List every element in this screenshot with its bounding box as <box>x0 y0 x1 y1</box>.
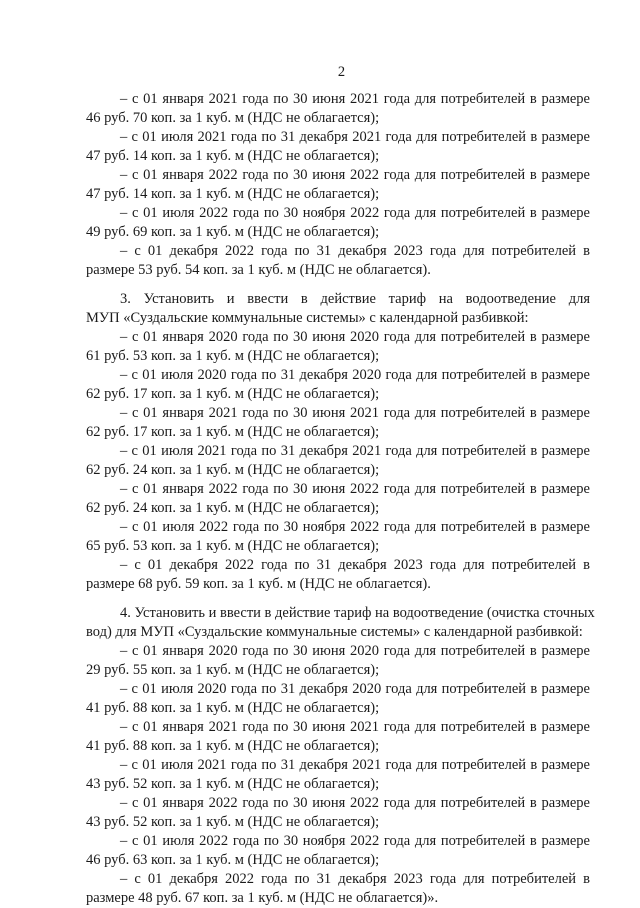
text-line: 61 руб. 53 коп. за 1 куб. м (НДС не облагается); <box>86 348 380 364</box>
text-line-indented: – с 01 января 2020 года по 30 июня 2020 года для потребителей в размере <box>120 329 590 345</box>
text-line-indented: 3. Установить и ввести в действие тариф на водоотведение для <box>120 291 590 307</box>
text-line: вод) для МУП «Суздальские коммунальные системы» с календарной разбивкой: <box>86 624 583 640</box>
text-line: 62 руб. 24 коп. за 1 куб. м (НДС не облагается); <box>86 462 380 478</box>
text-line-indented: – с 01 января 2020 года по 30 июня 2020 года для потребителей в размере <box>120 643 590 659</box>
text-line: 47 руб. 14 коп. за 1 куб. м (НДС не облагается); <box>86 148 380 164</box>
text-line-indented: – с 01 июля 2021 года по 31 декабря 2021 года для потребителей в размере <box>120 757 590 773</box>
text-line-indented: – с 01 января 2022 года по 30 июня 2022 года для потребителей в размере <box>120 167 590 183</box>
text-line: МУП «Суздальские коммунальные системы» с календарной разбивкой: <box>86 310 529 326</box>
text-line: 49 руб. 69 коп. за 1 куб. м (НДС не облагается); <box>86 224 380 240</box>
text-line-indented: – с 01 января 2022 года по 30 июня 2022 года для потребителей в размере <box>120 481 590 497</box>
text-line-indented: – с 01 июля 2021 года по 31 декабря 2021 года для потребителей в размере <box>120 129 590 145</box>
paragraph-gap <box>86 280 590 290</box>
text-line: 46 руб. 63 коп. за 1 куб. м (НДС не облагается); <box>86 852 380 868</box>
text-line: 29 руб. 55 коп. за 1 куб. м (НДС не облагается); <box>86 662 380 678</box>
text-line: 41 руб. 88 коп. за 1 куб. м (НДС не облагается); <box>86 700 380 716</box>
text-line-indented: 4. Установить и ввести в действие тариф на водоотведение (очистка сточных <box>120 605 595 621</box>
text-line: 62 руб. 24 коп. за 1 куб. м (НДС не облагается); <box>86 500 380 516</box>
text-line-indented: – с 01 июля 2020 года по 31 декабря 2020 года для потребителей в размере <box>120 681 590 697</box>
text-line-indented: – с 01 декабря 2022 года по 31 декабря 2023 года для потребителей в <box>120 871 590 887</box>
text-line-indented: – с 01 июля 2022 года по 30 ноября 2022 года для потребителей в размере <box>120 205 590 221</box>
text-line: 62 руб. 17 коп. за 1 куб. м (НДС не облагается); <box>86 424 380 440</box>
text-line: 43 руб. 52 коп. за 1 куб. м (НДС не облагается); <box>86 814 380 830</box>
text-line-indented: – с 01 января 2021 года по 30 июня 2021 года для потребителей в размере <box>120 719 590 735</box>
text-line-indented: – с 01 декабря 2022 года по 31 декабря 2023 года для потребителей в <box>120 243 590 259</box>
text-line: 47 руб. 14 коп. за 1 куб. м (НДС не облагается); <box>86 186 380 202</box>
document-body <box>86 90 595 908</box>
text-line-indented: – с 01 января 2022 года по 30 июня 2022 года для потребителей в размере <box>120 795 590 811</box>
text-line: размере 48 руб. 67 коп. за 1 куб. м (НДС не облагается)». <box>86 890 439 906</box>
text-line: 43 руб. 52 коп. за 1 куб. м (НДС не облагается); <box>86 776 380 792</box>
text-line-indented: – с 01 июля 2020 года по 31 декабря 2020 года для потребителей в размере <box>120 367 590 383</box>
text-line-indented: – с 01 июля 2021 года по 31 декабря 2021 года для потребителей в размере <box>120 443 590 459</box>
text-line-indented: – с 01 января 2021 года по 30 июня 2021 года для потребителей в размере <box>120 91 590 107</box>
text-line-indented: – с 01 января 2021 года по 30 июня 2021 года для потребителей в размере <box>120 405 590 421</box>
text-line: 41 руб. 88 коп. за 1 куб. м (НДС не облагается); <box>86 738 380 754</box>
text-line: 62 руб. 17 коп. за 1 куб. м (НДС не облагается); <box>86 386 380 402</box>
text-line-indented: – с 01 июля 2022 года по 30 ноября 2022 года для потребителей в размере <box>120 833 590 849</box>
text-line: 46 руб. 70 коп. за 1 куб. м (НДС не облагается); <box>86 110 380 126</box>
page-number: 2 <box>337 64 346 80</box>
text-line: размере 68 руб. 59 коп. за 1 куб. м (НДС не облагается). <box>86 576 431 592</box>
text-line: размере 53 руб. 54 коп. за 1 куб. м (НДС не облагается). <box>86 262 431 278</box>
text-line: 65 руб. 53 коп. за 1 куб. м (НДС не облагается); <box>86 538 380 554</box>
text-line-indented: – с 01 июля 2022 года по 30 ноября 2022 года для потребителей в размере <box>120 519 590 535</box>
text-line-indented: – с 01 декабря 2022 года по 31 декабря 2023 года для потребителей в <box>120 557 590 573</box>
paragraph-gap <box>86 594 590 604</box>
